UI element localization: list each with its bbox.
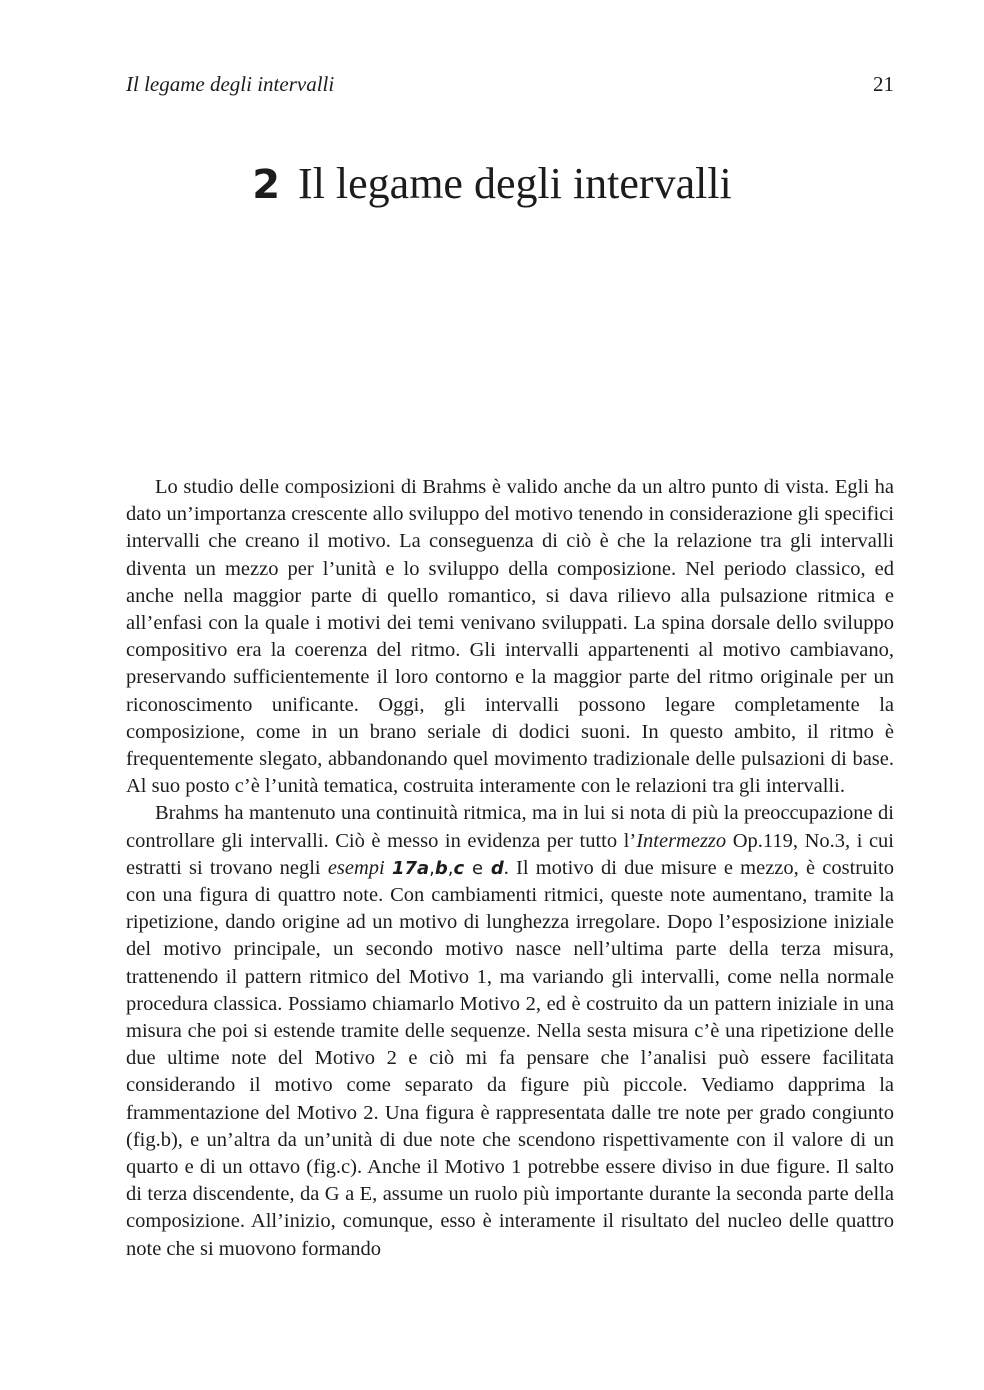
- chapter-number: 2: [252, 162, 281, 208]
- paragraph-2-after-work: Op.119, No.3, i cui estratti si trovano negli: [126, 829, 895, 879]
- example-ref-17a: 17a: [391, 857, 430, 879]
- example-ref-c: c: [453, 857, 465, 879]
- paragraph-2: [126, 800, 894, 1262]
- chapter-title: Il legame degli intervalli: [298, 159, 732, 208]
- paragraph-2-before: Brahms ha mantenuto una continuità ritmica, ma in lui si nota di più la preoccupazione di controllare gli intervalli. Ciò è messo in evidenza per tutto l’: [126, 802, 894, 852]
- running-title: Il legame degli intervalli: [126, 72, 335, 96]
- running-header: [126, 72, 894, 100]
- examples-word: esempi: [327, 856, 385, 879]
- example-ref-separator: ,: [429, 857, 435, 879]
- example-ref-separator: ,: [447, 857, 454, 879]
- page-number: 21: [873, 72, 894, 96]
- example-ref-separator: e: [464, 857, 491, 879]
- example-ref-d: d: [490, 857, 504, 879]
- work-title: Intermezzo: [636, 829, 727, 852]
- chapter-heading: [0, 156, 984, 213]
- paragraph-1: [126, 474, 894, 800]
- example-ref-b: b: [434, 857, 448, 879]
- paragraph-1-text: Lo studio delle composizioni di Brahms è valido anche da un altro punto di vista. Egli ha dato un’importanza crescente allo sviluppo del motivo tenendo in considerazione gli specifici intervalli che creano il motivo. La conseguenza di ciò è che la relazione tra gli intervalli diventa un mezzo per l’unità e lo sviluppo della composizione. Nel periodo classico, ed anche nella maggior parte di quello romantico, si dava rilievo alla pulsazione ritmica e all’enfasi con la quale i motivi dei temi venivano sviluppati. La spina dorsale dello sviluppo compositivo era la coerenza del ritmo. Gli intervalli appartenenti al motivo cambiavano, preservando sufficientemente il loro contorno e la maggior parte del ritmo originale per un riconoscimento unificante. Oggi, gli intervalli possono legare completamente la composizione, come in un brano seriale di dodici suoni. In questo ambito, il ritmo è frequentemente slegato, abbandonando quel movimento tradizionale delle pulsazioni di base. Al suo posto c’è l’unità tematica, costruita interamente con le relazioni tra gli intervalli.: [126, 476, 894, 798]
- body-text: [126, 474, 894, 1263]
- paragraph-2-after: . Il motivo di due misure e mezzo, è costruito con una figura di quattro note. Con cambiamenti ritmici, queste note aumentano, tramite la ripetizione, dando origine ad un motivo di lunghezza irregolare. Dopo l’esposizione iniziale del motivo principale, un secondo motivo nasce nell’ultima parte della terza misura, trattenendo il pattern ritmico del Motivo 1, ma variando gli intervalli, come nella normale procedura classica. Possiamo chiamarlo Motivo 2, ed è costruito da un pattern iniziale in una misura che poi si estende tramite delle sequenze. Nella sesta misura c’è una ripetizione delle due ultime note del Motivo 2 e ciò mi fa pensare che l’analisi può essere facilitata considerando il motivo come separato da figure più piccole. Vediamo dapprima la frammentazione del Motivo 2. Una figura è rappresentata dalle tre note per grado congiunto (fig.b), e un’altra da un’unità di due note che scendono rispettivamente con il valore di un quarto e di un ottavo (fig.c). Anche il Motivo 1 potrebbe essere diviso in due figure. Il salto di terza discendente, da G a E, assume un ruolo più importante durante la seconda parte della composizione. All’inizio, comunque, esso è interamente il risultato del nucleo delle quattro note che si muovono formando: [126, 856, 894, 1260]
